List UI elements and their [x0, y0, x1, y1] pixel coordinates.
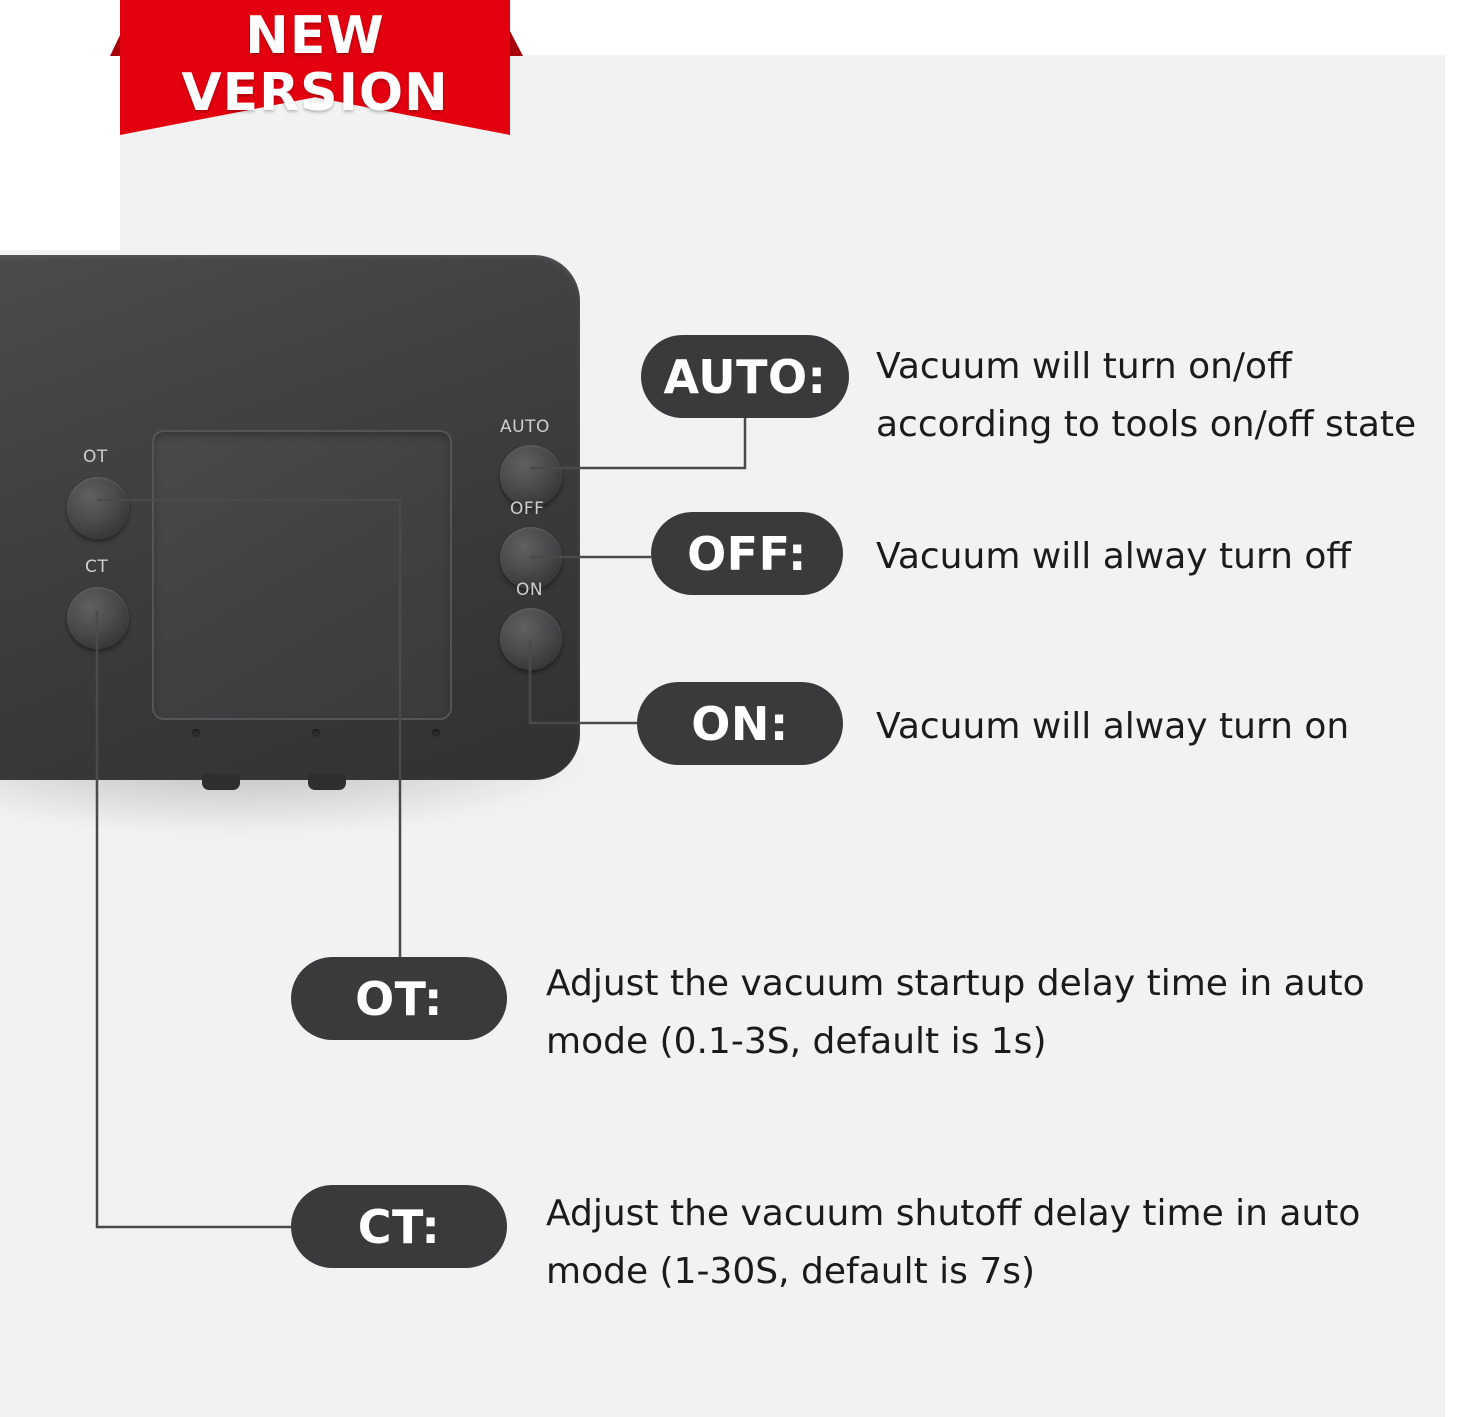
ribbon-line-1: NEW	[245, 6, 385, 66]
device-display	[152, 430, 452, 720]
new-version-badge	[110, 0, 520, 172]
vent-dot	[312, 729, 320, 737]
callout-pill-ot: OT:	[291, 957, 507, 1040]
knob-label-ot: OT	[83, 447, 108, 467]
knob-ct[interactable]	[67, 587, 129, 649]
callout-pill-ct: CT:	[291, 1185, 507, 1268]
callout-description-auto: Vacuum will turn on/off according to tools on/off state	[876, 346, 1417, 445]
device-foot	[308, 774, 346, 790]
knob-ot[interactable]	[67, 477, 129, 539]
callout-description-on: Vacuum will alway turn on	[876, 706, 1350, 747]
callout-description-ot: Adjust the vacuum startup delay time in auto mode (0.1-3S, default is 1s)	[546, 963, 1365, 1062]
knob-label-ct: CT	[85, 557, 109, 577]
callout-pill-on: ON:	[637, 682, 843, 765]
knob-label-auto: AUTO	[500, 417, 550, 437]
knob-label-off: OFF	[510, 499, 545, 519]
ribbon-line-2: VERSION	[181, 63, 449, 123]
callout-pill-auto: AUTO:	[641, 335, 849, 418]
callout-pill-off: OFF:	[651, 512, 843, 595]
device-body	[0, 255, 580, 780]
device-foot	[202, 774, 240, 790]
vent-dot	[192, 729, 200, 737]
knob-on[interactable]	[500, 608, 562, 670]
ribbon-text	[120, 8, 510, 122]
knob-auto[interactable]	[500, 445, 562, 507]
vent-dot	[432, 729, 440, 737]
callout-description-ct: Adjust the vacuum shutoff delay time in auto mode (1-30S, default is 7s)	[546, 1193, 1361, 1292]
background-corner-white	[0, 0, 120, 250]
callout-description-off: Vacuum will alway turn off	[876, 536, 1352, 577]
device-illustration	[0, 255, 580, 785]
knob-label-on: ON	[516, 580, 544, 600]
